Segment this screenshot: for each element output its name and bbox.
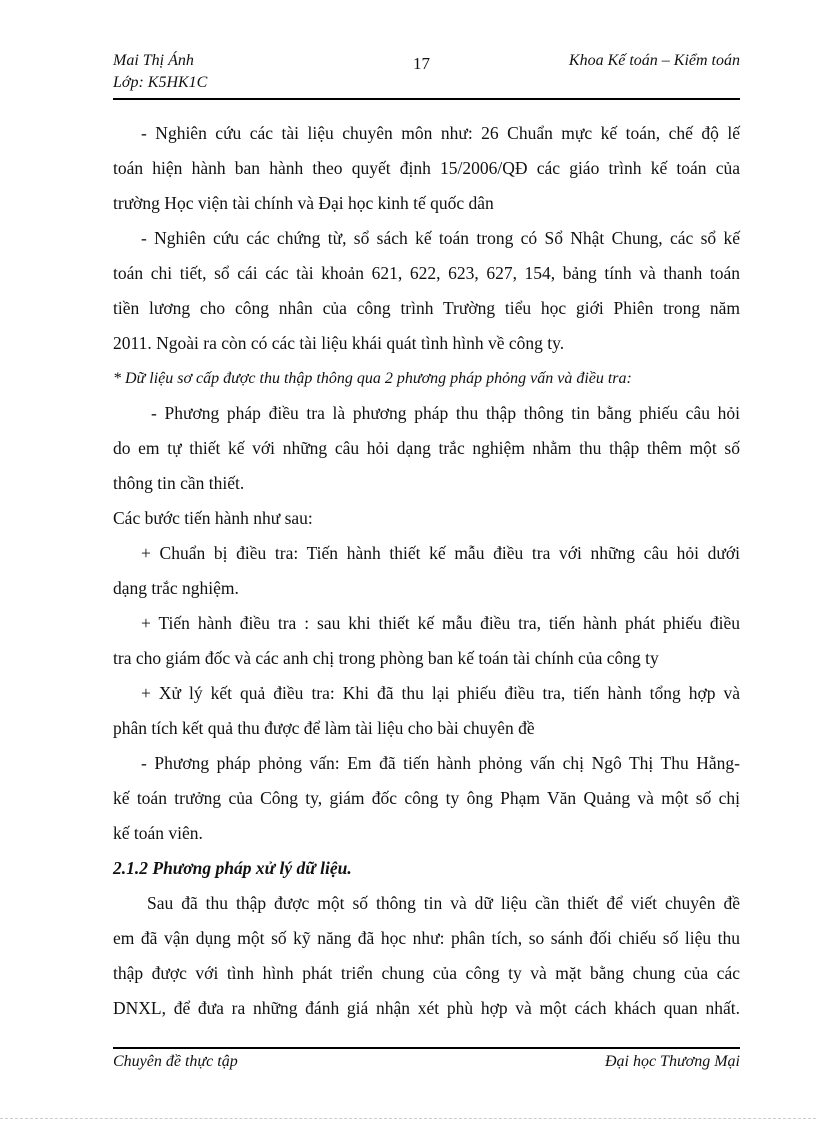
paragraph-line: - Nghiên cứu các tài liệu chuyên môn như: 26 Chuẩn mực kế toán, chế độ lế — [141, 123, 740, 143]
section-note: * Dữ liệu sơ cấp được thu thập thông qua 2 phương pháp phỏng vấn và điều tra: — [113, 370, 632, 387]
paragraph-line: 2011. Ngoài ra còn có các tài liệu khái quát tình hình về công ty. — [113, 333, 565, 353]
paragraph-line: trường Học viện tài chính và Đại học kinh tế quốc dân — [113, 193, 494, 213]
paragraph-line: DNXL, để đưa ra những đánh giá nhận xét phù hợp và một cách khách quan nhất. — [113, 998, 740, 1018]
paragraph-line: - Phương pháp phỏng vấn: Em đã tiến hành phỏng vấn chị Ngô Thị Thu Hằng- — [141, 753, 740, 773]
page-header — [113, 50, 740, 100]
paragraph-line: kế toán viên. — [113, 823, 203, 843]
paragraph-line: - Nghiên cứu các chứng từ, sổ sách kế toán trong có Sổ Nhật Chung, các sổ kế — [141, 228, 740, 248]
paragraph-line: toán hiện hành ban hành theo quyết định 15/2006/QĐ các giáo trình kế toán của — [113, 158, 740, 178]
paragraph-line: kế toán trưởng của Công ty, giám đốc công ty ông Phạm Văn Quảng và một số chị — [113, 788, 740, 808]
header-department: Khoa Kế toán – Kiểm toán — [568, 52, 740, 69]
page-number: 17 — [413, 54, 430, 73]
paragraph-line: thông tin cần thiết. — [113, 473, 245, 493]
document-body — [113, 116, 740, 1026]
paragraph-line: + Chuẩn bị điều tra: Tiến hành thiết kế mẫu điều tra với những câu hỏi dưới — [141, 543, 740, 563]
paragraph-line: + Xử lý kết quả điều tra: Khi đã thu lại phiếu điều tra, tiến hành tổng hợp và — [141, 683, 740, 703]
paragraph-line: do em tự thiết kế với những câu hỏi dạng trắc nghiệm nhằm thu thập thêm một số — [113, 438, 740, 458]
paragraph-line: thập được với tình hình phát triển chung của công ty và mặt bằng chung của các — [113, 963, 740, 983]
paragraph-line: tra cho giám đốc và các anh chị trong phòng ban kế toán tài chính của công ty — [113, 648, 659, 668]
paragraph-line: phân tích kết quả thu được để làm tài liệu cho bài chuyên đề — [113, 718, 535, 738]
footer-right: Đại học Thương Mại — [604, 1053, 740, 1070]
paragraph-line: dạng trắc nghiệm. — [113, 578, 239, 598]
footer-left: Chuyên đề thực tập — [113, 1053, 238, 1070]
section-heading: 2.1.2 Phương pháp xử lý dữ liệu. — [113, 858, 352, 878]
paragraph-line: Các bước tiến hành như sau: — [113, 508, 313, 528]
paragraph-line: em đã vận dụng một số kỹ năng đã học như: phân tích, so sánh đối chiếu số liệu thu — [113, 928, 740, 948]
page-footer — [113, 1047, 740, 1073]
header-class: Lớp: K5HK1C — [113, 74, 208, 91]
page-break-divider — [0, 1118, 816, 1119]
paragraph-line: - Phương pháp điều tra là phương pháp thu thập thông tin bằng phiếu câu hỏi — [151, 403, 740, 423]
paragraph-line: Sau đã thu thập được một số thông tin và dữ liệu cần thiết để viết chuyên đề — [147, 893, 740, 913]
header-author: Mai Thị Ánh — [113, 52, 194, 69]
paragraph-line: tiền lương cho công nhân của công trình Trường tiểu học giới Phiên trong năm — [113, 298, 740, 318]
paragraph-line: + Tiến hành điều tra : sau khi thiết kế mẫu điều tra, tiến hành phát phiếu điều — [141, 613, 740, 633]
paragraph-line: toán chi tiết, sổ cái các tài khoản 621, 622, 623, 627, 154, bảng tính và thanh toán — [113, 263, 740, 283]
